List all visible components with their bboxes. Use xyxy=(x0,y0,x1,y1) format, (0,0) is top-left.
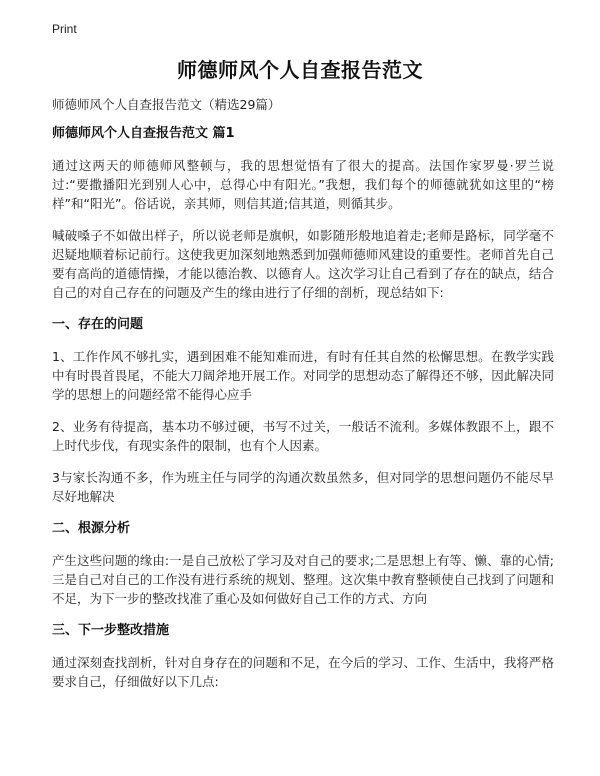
document-subtitle: 师德师风个人自查报告范文（精选29篇） xyxy=(52,97,281,112)
article-heading: 师德师风个人自查报告范文 篇1 xyxy=(52,126,235,141)
intro-paragraph-1: 通过这两天的师德师风整顿与，我的思想觉悟有了很大的提高。法国作家罗曼·罗兰说过:“要撒播阳光到别人心中，总得心中有阳光。”我想，我们每个的师德就犹如这里的“榜样”和“阳光”。俗话说，亲其师，则信其道;信其道，则循其步。 xyxy=(52,158,554,211)
print-label[interactable]: Print xyxy=(52,22,77,36)
problem-paragraph-2: 2、业务有待提高，基本功不够过硬，书写不过关，一般话不流利。多媒体教跟不上，跟不上时代步伐，有现实条件的限制，也有个人因素。 xyxy=(52,419,554,453)
section-heading-problems: 一、存在的问题 xyxy=(52,317,144,332)
section-heading-measures: 三、下一步整改措施 xyxy=(52,623,170,638)
problem-paragraph-1: 1、工作作风不够扎实，遇到困难不能知难而进，有时有任其自然的松懈思想。在教学实践中有时畏首畏尾，不能大刀阔斧地开展工作。对同学的思想动态了解得还不够，因此解决同学的思想上的问题经常不能得心应手 xyxy=(52,349,554,402)
problem-paragraph-3: 3与家长沟通不多，作为班主任与同学的沟通次数虽然多，但对同学的思想问题仍不能尽早尽好地解决 xyxy=(52,470,554,504)
document-title: 师德师风个人自查报告范文 xyxy=(177,58,423,82)
section-heading-analysis: 二、根源分析 xyxy=(52,521,131,536)
measures-paragraph-1: 通过深刻查找剖析，针对自身存在的问题和不足，在今后的学习、工作、生活中，我将严格要求自己，仔细做好以下几点: xyxy=(52,655,554,689)
document-body xyxy=(52,124,554,704)
analysis-paragraph-1: 产生这些问题的缘由:一是自己放松了学习及对自己的要求;二是思想上有等、懒、靠的心情;三是自己对自己的工作没有进行系统的规划、整理。这次集中教育整顿使自己找到了问题和不足，为下一步的整改找准了重心及如何做好自己工作的方式、方向 xyxy=(52,553,554,606)
intro-paragraph-2: 喊破嗓子不如做出样子，所以说老师是旗帜，如影随形般地追着走;老师是路标，同学毫不迟疑地顺着标记前行。这使我更加深刻地熟悉到加强师德师风建设的重要性。老师首先自己要有高尚的道德情操，才能以德治教、以德育人。这次学习让自己看到了存在的缺点，结合自己的对自己存在的问题及产生的缘由进行了仔细的剖析，现总结如下: xyxy=(52,228,554,300)
